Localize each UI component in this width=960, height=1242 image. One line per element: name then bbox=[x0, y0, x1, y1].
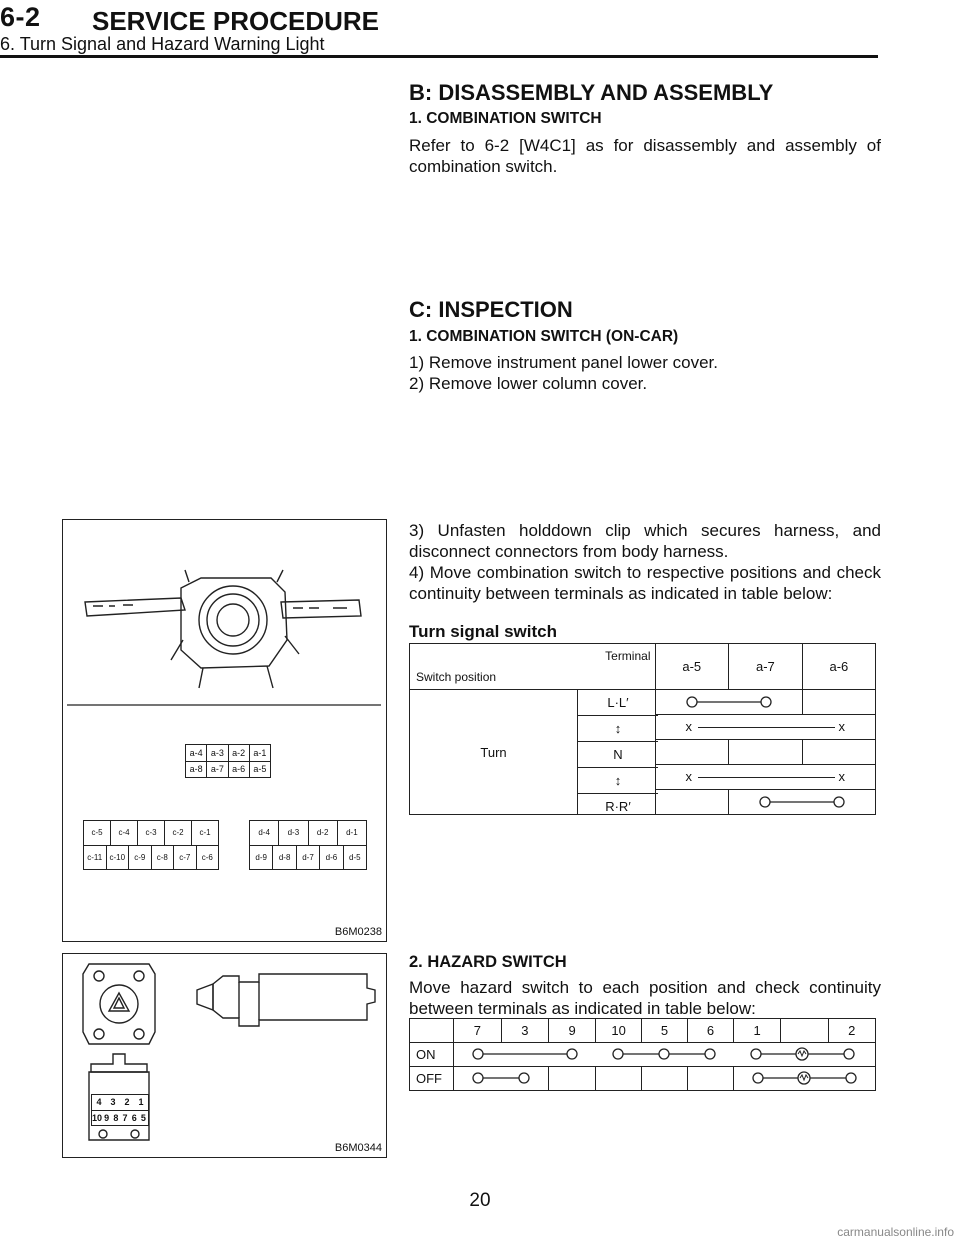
watermark: carmanualsonline.info bbox=[837, 1225, 954, 1239]
continuity-cell bbox=[733, 1067, 875, 1091]
continuity-cell bbox=[729, 790, 876, 815]
hazard-connector-pin: 6 bbox=[131, 1113, 137, 1123]
step-1: 1) Remove instrument panel lower cover. bbox=[409, 353, 718, 372]
column-header: a-6 bbox=[802, 644, 875, 690]
x-connector-line bbox=[698, 777, 836, 778]
table-corner-cell bbox=[410, 644, 656, 690]
position-label: N bbox=[578, 742, 658, 768]
connector-d-terminal: d-6 bbox=[320, 846, 343, 869]
connector-c-terminal: c-7 bbox=[174, 846, 197, 869]
position-label: L·L′ bbox=[578, 690, 658, 716]
figure-hazard-switch bbox=[62, 953, 387, 1158]
x-mark-cell bbox=[655, 715, 876, 740]
connector-a bbox=[185, 744, 271, 778]
section-b-heading: B: DISASSEMBLY AND ASSEMBLY bbox=[409, 80, 774, 105]
position-stack bbox=[578, 690, 658, 814]
position-label: ↕ bbox=[578, 716, 658, 742]
header-rule bbox=[0, 55, 878, 58]
connector-c-terminal: c-1 bbox=[199, 828, 211, 837]
column-header: 6 bbox=[688, 1019, 734, 1043]
continuity-cell bbox=[655, 690, 802, 715]
column-header: 9 bbox=[549, 1019, 596, 1043]
column-header: a-5 bbox=[655, 644, 729, 690]
connector-a-terminal: a-7 bbox=[207, 762, 228, 777]
connector-d-terminal: d-2 bbox=[309, 821, 338, 845]
turn-group-label: Turn bbox=[410, 690, 578, 814]
figure-caption: B6M0238 bbox=[334, 926, 382, 938]
x-mark-cell bbox=[655, 765, 876, 790]
figure-caption: B6M0344 bbox=[334, 1142, 382, 1154]
connector-d bbox=[249, 820, 367, 870]
section-2-heading: 2. HAZARD SWITCH bbox=[409, 953, 567, 971]
hazard-connector-pin: 9 bbox=[104, 1113, 110, 1123]
page-title: SERVICE PROCEDURE bbox=[92, 6, 380, 36]
connector-d-terminal: d-7 bbox=[297, 846, 320, 869]
column-header: 10 bbox=[596, 1019, 642, 1043]
column-header: 3 bbox=[501, 1019, 549, 1043]
section-b-subheading: 1. COMBINATION SWITCH bbox=[409, 110, 602, 127]
connector-d-terminal: d-3 bbox=[279, 821, 308, 845]
column-header: a-7 bbox=[729, 644, 803, 690]
hazard-connector-pin: 3 bbox=[110, 1097, 116, 1107]
connector-a-terminal: a-2 bbox=[229, 745, 250, 761]
column-header: 1 bbox=[733, 1019, 780, 1043]
hazard-connector-pin: 1 bbox=[138, 1097, 144, 1107]
section-c-subheading: 1. COMBINATION SWITCH (ON-CAR) bbox=[409, 328, 679, 345]
hazard-switch-illustration bbox=[63, 954, 386, 1157]
section-number: 6-2 bbox=[0, 2, 41, 32]
turn-signal-table-title: Turn signal switch bbox=[409, 622, 557, 641]
page-number: 20 bbox=[469, 1190, 491, 1211]
combination-switch-illustration bbox=[63, 520, 386, 941]
step-2: 2) Remove lower column cover. bbox=[409, 374, 648, 393]
position-label: ↕ bbox=[578, 768, 658, 794]
connector-a-terminal: a-3 bbox=[207, 745, 228, 761]
connector-d-terminal: d-4 bbox=[250, 821, 279, 845]
section-c-heading: C: INSPECTION bbox=[409, 297, 573, 322]
column-header: 7 bbox=[454, 1019, 502, 1043]
position-label: R·R′ bbox=[605, 799, 631, 814]
step-4: 4) Move combination switch to respective positions and check continuity between terminals as indicated in table below: bbox=[409, 563, 881, 603]
continuity-cell bbox=[454, 1067, 549, 1091]
continuity-cell bbox=[454, 1043, 876, 1067]
x-mark: x bbox=[838, 719, 845, 734]
step-3: 3) Unfasten holddown clip which secures harness, and disconnect connectors from body harness. bbox=[409, 521, 881, 561]
empty-cell bbox=[642, 1067, 688, 1091]
x-mark: x bbox=[838, 769, 845, 784]
column-header: 5 bbox=[642, 1019, 688, 1043]
hazard-connector-pin: 10 bbox=[92, 1113, 103, 1123]
column-header bbox=[781, 1019, 828, 1043]
hazard-off-continuity-left bbox=[454, 1067, 548, 1090]
hazard-connector-pin: 5 bbox=[140, 1113, 146, 1123]
empty-cell bbox=[729, 740, 803, 765]
page-subtitle: 6. Turn Signal and Hazard Warning Light bbox=[0, 34, 325, 54]
hazard-connector-pin: 4 bbox=[96, 1097, 102, 1107]
turn-signal-table bbox=[409, 643, 876, 815]
connector-c-terminal: c-3 bbox=[138, 821, 165, 845]
empty-cell bbox=[655, 740, 729, 765]
row-label: OFF bbox=[410, 1067, 454, 1091]
connector-c bbox=[83, 820, 219, 870]
connector-c-terminal: c-11 bbox=[84, 846, 107, 869]
hazard-connector bbox=[91, 1094, 149, 1126]
connector-a-terminal: a-5 bbox=[253, 764, 267, 774]
continuity-line-a7-a6 bbox=[729, 790, 875, 814]
connector-c-terminal: c-6 bbox=[201, 853, 213, 862]
empty-cell bbox=[655, 790, 729, 815]
x-mark: x bbox=[685, 769, 692, 784]
table-header-row bbox=[410, 644, 876, 690]
empty-cell bbox=[802, 740, 875, 765]
figure-combination-switch bbox=[62, 519, 387, 942]
connector-d-terminal: d-1 bbox=[346, 828, 358, 837]
connector-c-terminal: c-10 bbox=[107, 846, 130, 869]
table-row bbox=[410, 1043, 876, 1067]
empty-cell bbox=[688, 1067, 734, 1091]
empty-cell bbox=[410, 1019, 454, 1043]
turn-group-cell bbox=[410, 690, 656, 815]
connector-d-terminal: d-9 bbox=[250, 846, 273, 869]
corner-terminal-label: Terminal bbox=[605, 649, 651, 663]
connector-d-terminal: d-8 bbox=[273, 846, 296, 869]
hazard-on-continuity bbox=[454, 1043, 874, 1066]
connector-a-terminal: a-4 bbox=[186, 745, 207, 761]
empty-cell bbox=[596, 1067, 642, 1091]
connector-c-terminal: c-5 bbox=[84, 821, 111, 845]
table-header-row bbox=[410, 1019, 876, 1043]
hazard-connector-pin: 7 bbox=[122, 1113, 128, 1123]
hazard-table bbox=[409, 1018, 876, 1091]
x-mark: x bbox=[685, 719, 692, 734]
connector-c-terminal: c-4 bbox=[111, 821, 138, 845]
corner-position-label: Switch position bbox=[416, 670, 497, 684]
connector-c-terminal: c-8 bbox=[152, 846, 175, 869]
connector-d-terminal: d-5 bbox=[349, 853, 361, 862]
empty-cell bbox=[549, 1067, 596, 1091]
connector-a-terminal: a-6 bbox=[229, 762, 250, 777]
connector-c-terminal: c-9 bbox=[129, 846, 152, 869]
table-row bbox=[410, 1067, 876, 1091]
table-row bbox=[410, 690, 876, 715]
column-header: 2 bbox=[828, 1019, 875, 1043]
connector-c-terminal: c-2 bbox=[165, 821, 192, 845]
hazard-connector-pin: 2 bbox=[124, 1097, 130, 1107]
x-connector-line bbox=[698, 727, 836, 728]
empty-cell bbox=[802, 690, 875, 715]
section-b-text: Refer to 6-2 [W4C1] as for disassembly and assembly of combination switch. bbox=[409, 136, 881, 176]
connector-a-terminal: a-1 bbox=[253, 748, 267, 758]
hazard-connector-pin: 8 bbox=[113, 1113, 119, 1123]
row-label: ON bbox=[410, 1043, 454, 1067]
continuity-line-a5-a7 bbox=[656, 690, 802, 714]
hazard-off-continuity-right bbox=[734, 1067, 875, 1090]
connector-a-terminal: a-8 bbox=[186, 762, 207, 777]
section-2-text: Move hazard switch to each position and check continuity between terminals as indicated in table below: bbox=[409, 978, 881, 1018]
